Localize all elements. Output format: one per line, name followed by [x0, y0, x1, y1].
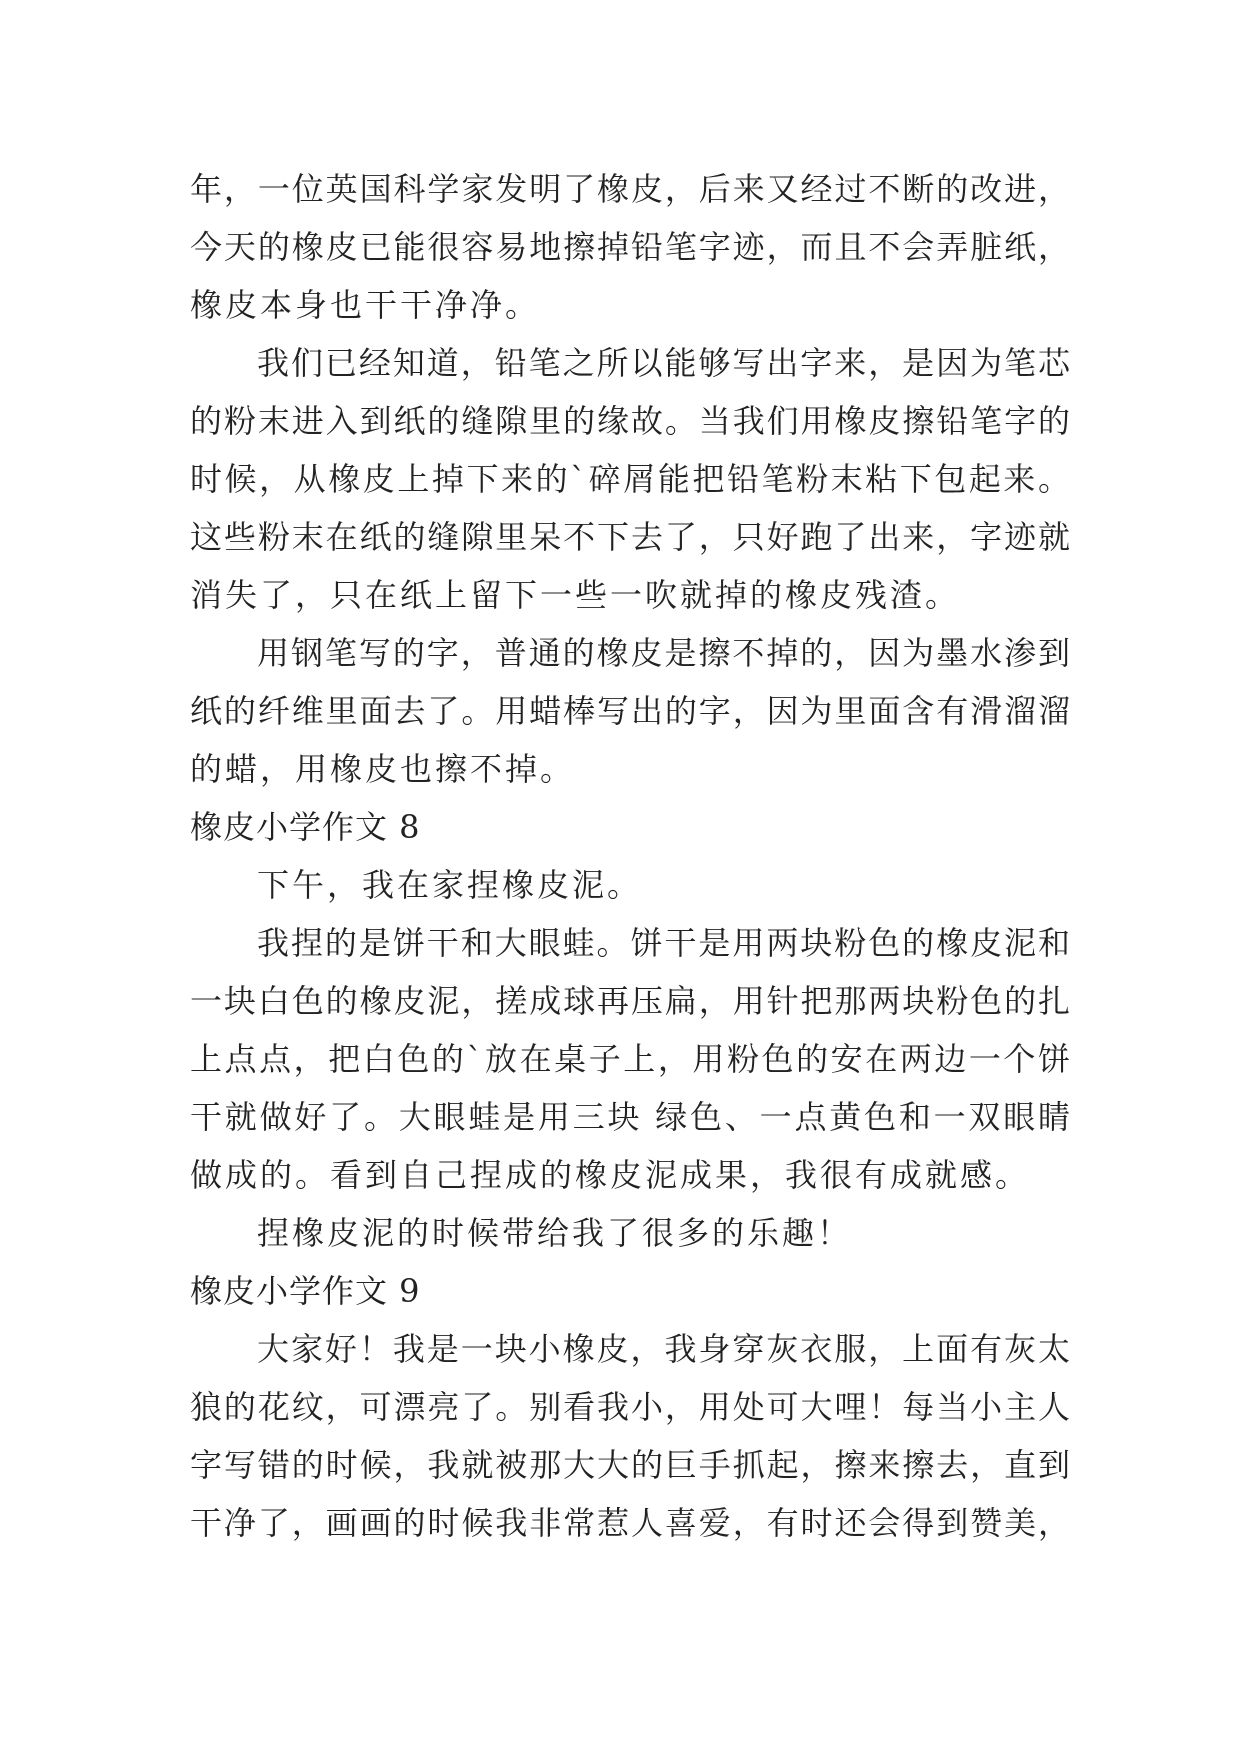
text-line: 纸的纤维里面去了。用蜡棒写出的字，因为里面含有滑溜溜	[190, 692, 1070, 730]
document-body	[190, 160, 1070, 1552]
paragraph-first-line: 大家好！我是一块小橡皮，我身穿灰衣服，上面有灰太	[257, 1330, 1070, 1368]
text-line: 上点点，把白色的`放在桌子上，用粉色的安在两边一个饼	[190, 1040, 1070, 1078]
text-line: 时候，从橡皮上掉下来的`碎屑能把铅笔粉末粘下包起来。	[190, 460, 1070, 498]
text-line: 这些粉末在纸的缝隙里呆不下去了，只好跑了出来，字迹就	[190, 518, 1070, 556]
text-line: 干就做好了。大眼蛙是用三块 绿色、一点黄色和一双眼睛	[190, 1098, 1070, 1136]
text-line: 橡皮本身也干干净净。	[190, 286, 541, 324]
text-line: 一块白色的橡皮泥，搓成球再压扁，用针把那两块粉色的扎	[190, 982, 1070, 1020]
text-line: 字写错的时候，我就被那大大的巨手抓起，擦来擦去，直到	[190, 1446, 1070, 1484]
text-line: 的蜡，用橡皮也擦不掉。	[190, 750, 576, 788]
section-heading: 橡皮小学作文 8	[190, 808, 421, 846]
text-line: 年，一位英国科学家发明了橡皮，后来又经过不断的改进，	[190, 170, 1070, 208]
paragraph-first-line: 用钢笔写的字，普通的橡皮是擦不掉的，因为墨水渗到	[257, 634, 1070, 672]
paragraph-first-line: 下午，我在家捏橡皮泥。	[257, 866, 643, 904]
paragraph-first-line: 我们已经知道，铅笔之所以能够写出字来，是因为笔芯	[257, 344, 1070, 382]
section-heading: 橡皮小学作文 9	[190, 1272, 421, 1310]
paragraph-first-line: 捏橡皮泥的时候带给我了很多的乐趣！	[257, 1214, 853, 1252]
text-line: 狼的花纹，可漂亮了。别看我小，用处可大哩！每当小主人	[190, 1388, 1070, 1426]
paragraph-first-line: 我捏的是饼干和大眼蛙。饼干是用两块粉色的橡皮泥和	[257, 924, 1070, 962]
text-line: 干净了，画画的时候我非常惹人喜爱，有时还会得到赞美，	[190, 1504, 1070, 1542]
text-line: 今天的橡皮已能很容易地擦掉铅笔字迹，而且不会弄脏纸，	[190, 228, 1070, 266]
text-line: 的粉末进入到纸的缝隙里的缘故。当我们用橡皮擦铅笔字的	[190, 402, 1070, 440]
text-line: 消失了，只在纸上留下一些一吹就掉的橡皮残渣。	[190, 576, 961, 614]
text-line: 做成的。看到自己捏成的橡皮泥成果，我很有成就感。	[190, 1156, 1031, 1194]
